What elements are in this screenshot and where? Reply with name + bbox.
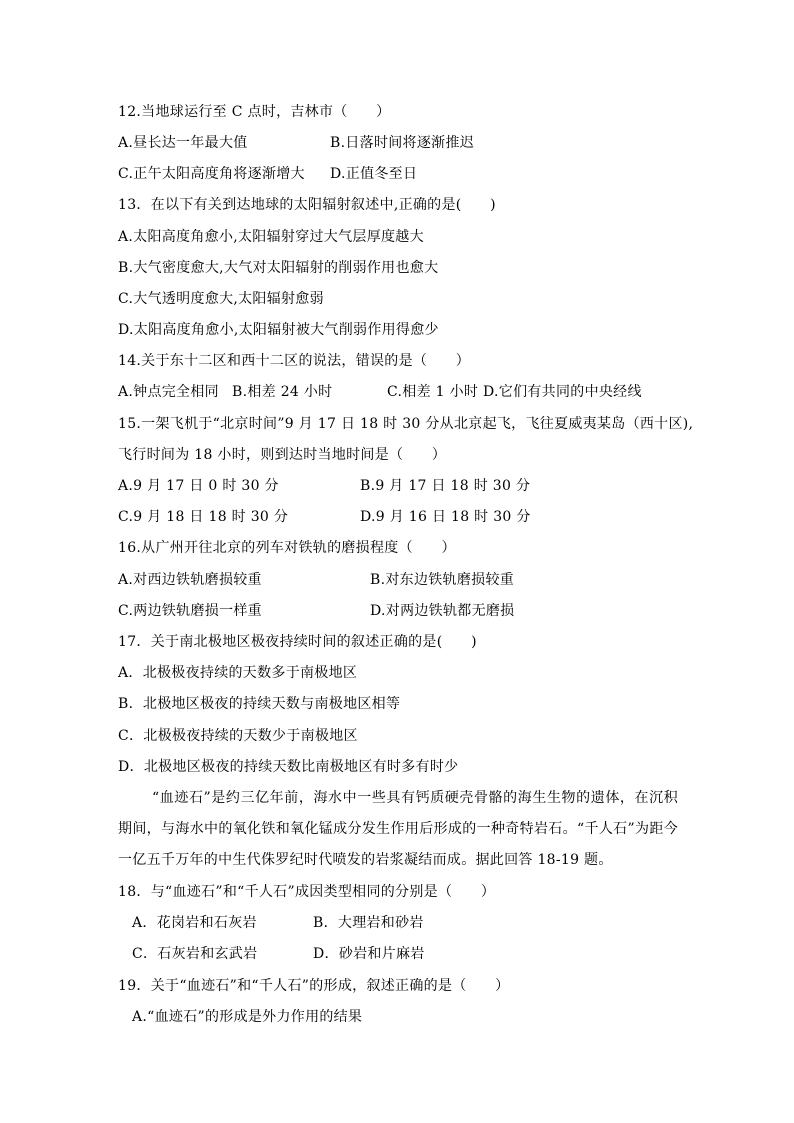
q17-option-d: D．北极地区极夜的持续天数比南极地区有时多有时少 [118, 759, 459, 775]
q17-stem: 17．关于南北极地区极夜持续时间的叙述正确的是( ) [118, 634, 477, 650]
q12-option-c: C.正午太阳高度角将逐渐增大 [118, 166, 305, 182]
q19-option-a: A.“血迹石”的形成是外力作用的结果 [132, 1009, 363, 1025]
q16-option-a: A.对西边铁轨磨损较重 [118, 572, 262, 588]
q12-option-a: A.昼长达一年最大值 [118, 135, 248, 151]
q13-stem: 13．在以下有关到达地球的太阳辐射叙述中,正确的是( ) [118, 197, 496, 213]
q15-stem-line2: 飞行时间为 18 小时，则到达时当地时间是（ ） [118, 447, 447, 463]
q14-option-d: D.它们有共同的中央经线 [483, 384, 642, 400]
q15-option-c: C.9 月 18 日 18 时 30 分 [118, 509, 289, 525]
q13-option-c: C.大气透明度愈大,太阳辐射愈弱 [118, 291, 324, 307]
q17-option-a: A．北极极夜持续的天数多于南极地区 [118, 665, 358, 681]
q13-option-a: A.太阳高度角愈小,太阳辐射穿过大气层厚度越大 [118, 229, 424, 245]
q15-stem-line1: 15.一架飞机于“北京时间”9 月 17 日 18 时 30 分从北京起飞，飞往夏威夷某岛（西十区), [118, 416, 694, 432]
q18-option-c: C．石灰岩和玄武岩 [132, 946, 258, 962]
q12-stem: 12.当地球运行至 C 点时，吉林市（ ） [118, 104, 391, 120]
q18-option-d: D．砂岩和片麻岩 [313, 946, 425, 962]
reading-passage: “血迹石”是约三亿年前，海水中一些具有钙质硬壳骨骼的海生生物的遗体，在沉积期间，与海水中的氧化铁和氧化锰成分发生作用后形成的一种奇特岩石。“千人石”为距今一亿五千万年的中生代侏罗纪时代喷发的岩浆凝结而成。据此回答 18-19 题。 [118, 790, 678, 868]
q17-option-c: C．北极极夜持续的天数少于南极地区 [118, 728, 358, 744]
q14-option-a: A.钟点完全相同 [118, 384, 219, 400]
q16-stem: 16.从广州开往北京的列车对铁轨的磨损程度（ ） [118, 540, 456, 556]
q16-option-d: D.对两边铁轨都无磨损 [370, 603, 515, 619]
q19-stem: 19．关于“血迹石”和“千人石”的形成，叙述正确的是（ ） [118, 978, 510, 994]
q18-option-a: A．花岗岩和石灰岩 [132, 915, 257, 931]
q12-option-b: B.日落时间将逐渐推迟 [330, 135, 475, 151]
q17-option-b: B．北极地区极夜的持续天数与南极地区相等 [118, 696, 401, 712]
q18-option-b: B．大理岩和砂岩 [313, 915, 424, 931]
q12-option-d: D.正值冬至日 [330, 166, 418, 182]
q15-option-d: D.9 月 16 日 18 时 30 分 [360, 509, 531, 525]
q13-option-b: B.大气密度愈大,大气对太阳辐射的削弱作用也愈大 [118, 260, 439, 276]
q14-option-b: B.相差 24 小时 [232, 384, 333, 400]
q15-option-a: A.9 月 17 日 0 时 30 分 [118, 478, 279, 494]
q18-stem: 18．与“血迹石”和“千人石”成因类型相同的分别是（ ） [118, 884, 496, 900]
q14-stem: 14.关于东十二区和西十二区的说法，错误的是（ ） [118, 353, 471, 369]
q14-option-c: C.相差 1 小时 [387, 384, 479, 400]
q16-option-c: C.两边铁轨磨损一样重 [118, 603, 262, 619]
q16-option-b: B.对东边铁轨磨损较重 [370, 572, 515, 588]
q13-option-d: D.太阳高度角愈小,太阳辐射被大气削弱作用得愈少 [118, 322, 439, 338]
q15-option-b: B.9 月 17 日 18 时 30 分 [360, 478, 531, 494]
